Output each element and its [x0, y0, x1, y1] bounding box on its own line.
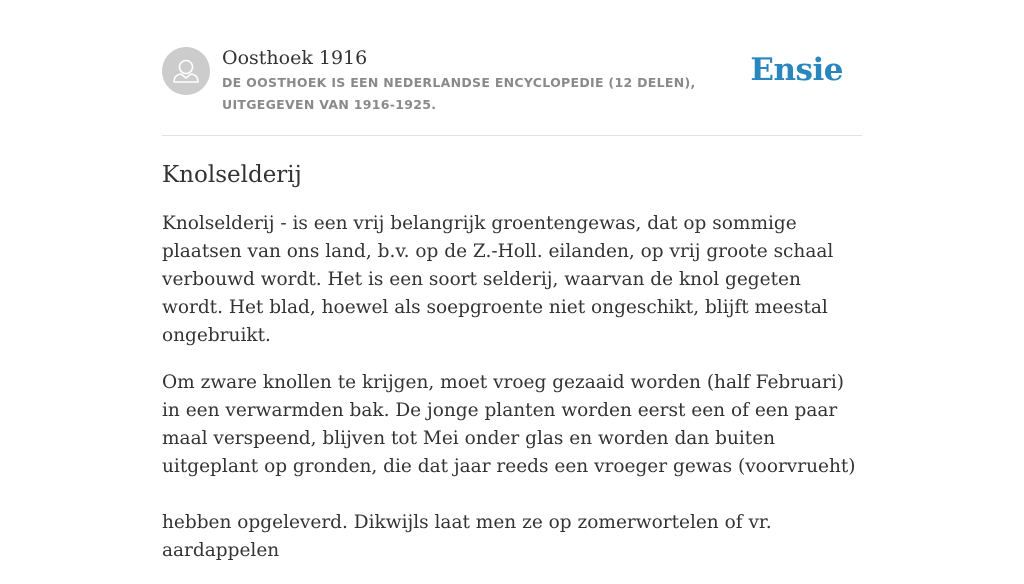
- author-description: DE OOSTHOEK IS EEN NEDERLANDSE ENCYCLOPEDIE (12 DELEN), UITGEGEVEN VAN 1916-1925.: [222, 75, 696, 112]
- header-divider: [162, 135, 862, 136]
- article-paragraph: Knolselderij - is een vrij belangrijk groentengewas, dat op sommige plaatsen van ons land, b.v. op de Z.-Holl. eilanden, op vrij groote schaal verbouwd wordt. Het is een soort selderij, waarvan de knol gegeten wordt. Het blad, hoewel als soepgroente niet ongeschikt, blijft meestal ongebruikt.: [162, 213, 834, 346]
- ensie-logo[interactable]: Ensie: [750, 52, 843, 88]
- article-paragraph: Om zware knollen te krijgen, moet vroeg gezaaid worden (half Februari) in een verwarmden bak. De jonge planten worden eerst een of een paar maal verspeend, blijven tot Mei onder glas en worden dan buiten uitgeplant op gronden, die dat jaar reeds een vroeger gewas (voorvrueht): [162, 372, 856, 477]
- article-paragraph: hebben opgeleverd. Dikwijls laat men ze op zomerwortelen of vr. aardappelen: [162, 512, 772, 561]
- author-name[interactable]: Oosthoek 1916: [222, 47, 368, 69]
- author-info: [222, 46, 762, 116]
- author-header: [162, 46, 862, 136]
- article-title: Knolselderij: [162, 162, 302, 188]
- user-avatar-icon[interactable]: [162, 47, 210, 95]
- article: [162, 160, 862, 584]
